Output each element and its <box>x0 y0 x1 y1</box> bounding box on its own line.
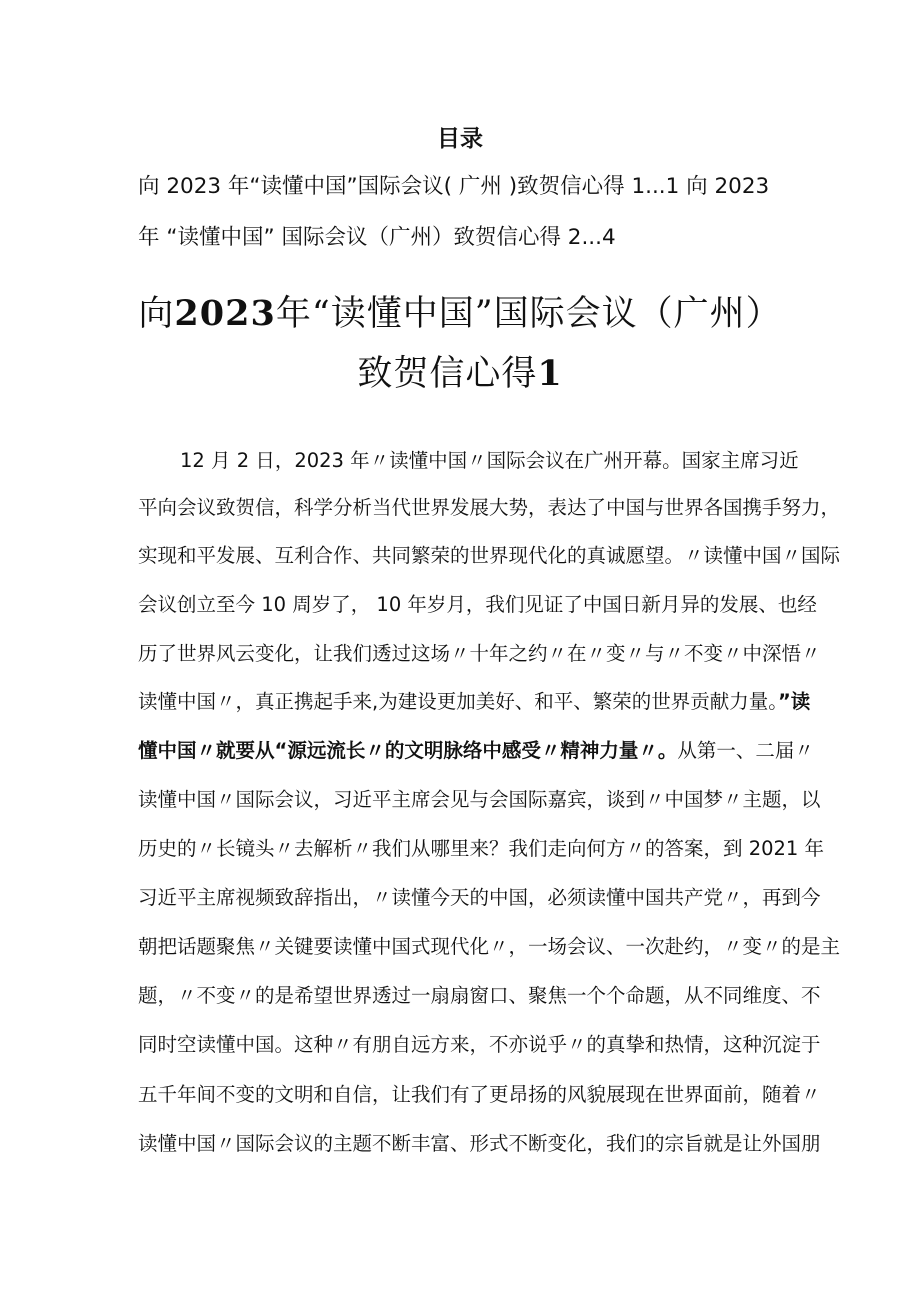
body-line-6 <box>138 687 811 717</box>
body-line-5: 历了世界风云变化，让我们透过这场〃十年之约〃在〃变〃与〃不变〃中深悟〃 <box>138 642 821 665</box>
body-line-7-bold: 懂中国〃就要从“源远流长〃的文明脉络中感受〃精神力量〃。 <box>138 739 678 762</box>
body-line-8: 读懂中国〃国际会议，习近平主席会见与会国际嘉宾，谈到〃中国梦〃主题，以 <box>138 788 821 811</box>
article-title-line-1 <box>0 288 920 340</box>
title-line2-num: 1 <box>537 353 563 394</box>
title-year: 2023 <box>174 293 276 334</box>
body-line-12: 题，〃不变〃的是希望世界透过一扇扇窗口、聚焦一个个命题，从不同维度、不 <box>138 984 821 1007</box>
body-line-15: 读懂中国〃国际会议的主题不断丰富、形式不断变化，我们的宗旨就是让外国朋 <box>138 1132 821 1155</box>
title-line2-text: 致贺信心得 <box>357 354 538 394</box>
toc-heading: 目录 <box>437 126 483 152</box>
toc-entry-2[interactable]: 年 “读懂中国” 国际会议（广州）致贺信心得 2...4 <box>138 225 616 250</box>
body-line-13: 同时空读懂中国。这种〃有朋自远方来，不亦说乎〃的真挚和热情，这种沉淀于 <box>138 1033 821 1056</box>
body-line-2: 平向会议致贺信，科学分析当代世界发展大势，表达了中国与世界各国携手努力， <box>138 496 841 519</box>
title-rest: 年“读懂中国”国际会议（广州） <box>275 294 782 334</box>
body-line-10: 习近平主席视频致辞指出，〃读懂今天的中国，必须读懂中国共产党〃，再到今 <box>138 886 821 909</box>
body-line-7-tail: 从第一、二届〃 <box>677 739 814 762</box>
body-line-3: 实现和平发展、互利合作、共同繁荣的世界现代化的真诚愿望。〃读懂中国〃国际 <box>138 544 841 567</box>
body-line-7 <box>138 736 814 766</box>
body-line-4: 会议创立至今 10 周岁了， 10 年岁月，我们见证了中国日新月异的发展、也经 <box>138 593 817 616</box>
article-title-line-2 <box>0 348 920 400</box>
body-line-1: 12 月 2 日，2023 年〃读懂中国〃国际会议在广州开幕。国家主席习近 <box>180 449 799 472</box>
body-line-6-bold: ”读 <box>777 690 811 713</box>
body-line-11: 朝把话题聚焦〃关键要读懂中国式现代化〃，一场会议、一次赴约，〃变〃的是主 <box>138 935 841 958</box>
body-line-14: 五千年间不变的文明和自信，让我们有了更昂扬的风貌展现在世界面前，随着〃 <box>138 1083 821 1106</box>
toc-entry-1[interactable]: 向 2023 年“读懂中国”国际会议( 广州 )致贺信心得 1...1 向 2023 <box>138 174 770 199</box>
body-line-9: 历史的〃长镜头〃去解析〃我们从哪里来？我们走向何方〃的答案，到 2021 年 <box>138 837 825 860</box>
body-line-6-text: 读懂中国〃，真正携起手来,为建设更加美好、和平、繁荣的世界贡献力量。 <box>138 690 778 713</box>
title-prefix: 向 <box>138 294 175 334</box>
